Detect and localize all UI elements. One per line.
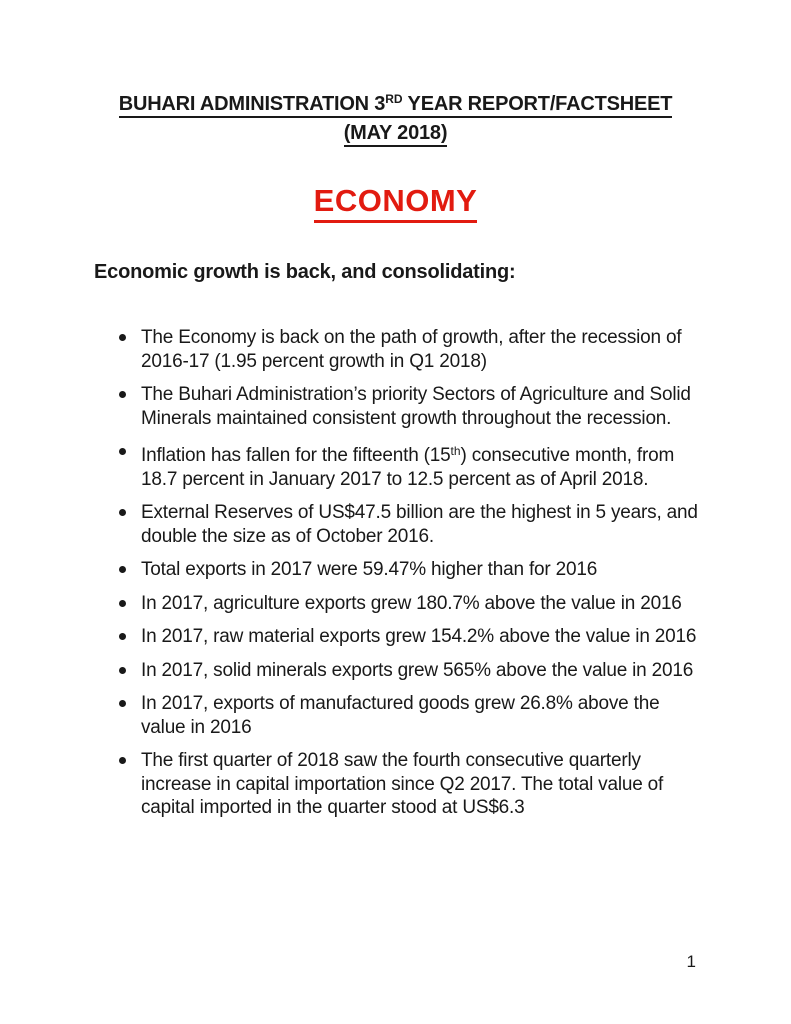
bullet-item (141, 625, 701, 649)
report-title-text-rest: YEAR REPORT/FACTSHEET (402, 93, 673, 115)
bullet-item (141, 440, 701, 491)
bullet-text: In 2017, solid minerals exports grew 565% above the value in 2016 (141, 659, 694, 681)
section-title (94, 182, 697, 220)
bullet-text: In 2017, raw material exports grew 154.2% above the value in 2016 (141, 626, 697, 647)
bullet-text: External Reserves of US$47.5 billion are the highest in 5 years, and double the size as of October 2016. (141, 502, 698, 547)
report-title (94, 85, 697, 148)
section-title-text: ECONOMY (314, 183, 478, 223)
report-title-line1 (94, 85, 697, 119)
bullet-item (141, 659, 701, 683)
bullet-item (141, 692, 701, 739)
bullet-text: In 2017, exports of manufactured goods grew 26.8% above the value in 2016 (141, 693, 660, 738)
report-date-line (94, 119, 697, 148)
bullet-item (141, 501, 701, 548)
bullet-text: The first quarter of 2018 saw the fourth consecutive quarterly increase in capital importation since Q2 2017. The total value of capital imported in the quarter stood at US$6.3 (141, 750, 664, 818)
bullet-item (141, 326, 701, 373)
bullet-item (141, 749, 701, 820)
page-number: 1 (686, 952, 696, 971)
report-title-text: BUHARI ADMINISTRATION 3 (118, 93, 386, 115)
bullet-item (141, 383, 701, 430)
ordinal-superscript: RD (385, 92, 403, 106)
bullet-text: Inflation has fallen for the fifteenth (15 (141, 445, 451, 466)
report-date-text: (MAY 2018) (344, 122, 448, 147)
subsection-heading: Economic growth is back, and consolidating: (94, 261, 516, 283)
bullet-list (94, 326, 701, 820)
bullet-text: In 2017, agriculture exports grew 180.7% above the value in 2016 (141, 592, 682, 614)
bullet-text: ) consecutive month, from 18.7 percent in January 2017 to 12.5 percent as of April 2018. (141, 445, 675, 490)
bullet-item (141, 592, 701, 616)
bullet-text: The Buhari Administration’s priority Sectors of Agriculture and Solid Minerals maintained consistent growth throughout the recession. (141, 384, 691, 429)
bullet-text: Total exports in 2017 were 59.47% higher than for 2016 (141, 559, 598, 580)
bullet-text: The Economy is back on the path of growth, after the recession of 2016-17 (1.95 percent growth in Q1 2018) (141, 327, 682, 372)
ordinal-superscript: th (450, 444, 461, 458)
bullet-item (141, 558, 701, 582)
